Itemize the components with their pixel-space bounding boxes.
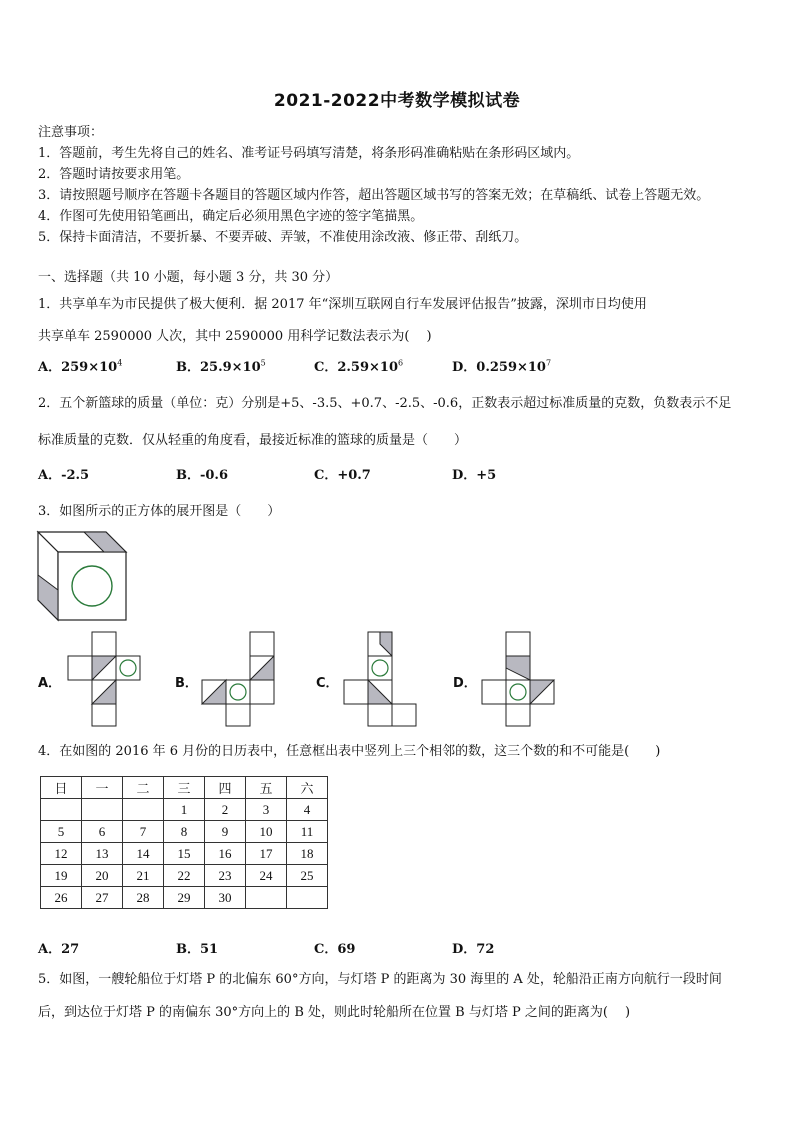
- calendar-week-row: [41, 887, 328, 909]
- calendar-day-cell: 15: [164, 843, 205, 865]
- calendar-weekday: 四: [205, 777, 246, 799]
- calendar-day-cell: 9: [205, 821, 246, 843]
- calendar-day-cell: 2: [205, 799, 246, 821]
- q3-stem: 3．如图所示的正方体的展开图是（ ）: [38, 504, 281, 519]
- note-item: 4．作图可先使用铅笔画出，确定后必须用黑色字迹的签字笔描黑。: [38, 209, 424, 224]
- q1-option-c: C．$2.59\times 10^6$: [314, 358, 404, 375]
- note-item: 1．答题前，考生先将自己的姓名、准考证号码填写清楚，将条形码准确粘贴在条形码区域内。: [38, 146, 580, 161]
- q2-stem-line1: 2．五个新篮球的质量（单位：克）分别是+5、-3.5、+0.7、-2.5、-0.6，正数表示超过标准质量的克数，负数表示不足: [38, 396, 732, 411]
- q3-option-a-label: A．: [38, 676, 62, 691]
- calendar-day-cell: 17: [246, 843, 287, 865]
- calendar-day-cell: 13: [82, 843, 123, 865]
- calendar-day-cell: 4: [287, 799, 328, 821]
- calendar-day-cell: 22: [164, 865, 205, 887]
- q5-stem-line1: 5．如图，一艘轮船位于灯塔 P 的北偏东 60°方向，与灯塔 P 的距离为 30 海里的 A 处，轮船沿正南方向航行一段时间: [38, 972, 722, 987]
- exam-title: 2021-2022中考数学模拟试卷: [273, 91, 521, 111]
- calendar-week-row: [41, 865, 328, 887]
- cube-net-d: [480, 630, 560, 728]
- q4-options: [38, 938, 758, 956]
- q4-option-a: A．27: [38, 942, 80, 957]
- section-heading: 一、选择题（共 10 小题，每小题 3 分，共 30 分）: [38, 270, 339, 285]
- calendar-day-cell: 23: [205, 865, 246, 887]
- q3-option-c-label: C．: [316, 676, 339, 691]
- calendar-day-cell: 11: [287, 821, 328, 843]
- calendar-day-cell: 19: [41, 865, 82, 887]
- note-item: 3．请按照题号顺序在答题卡各题目的答题区域内作答，超出答题区域书写的答案无效；在草稿纸、试卷上答题无效。: [38, 188, 710, 203]
- calendar-weekday: 一: [82, 777, 123, 799]
- q5-stem-line2: 后，到达位于灯塔 P 的南偏东 30°方向上的 B 处，则此时轮船所在位置 B 与灯塔 P 之间的距离为( ): [38, 1005, 631, 1020]
- q4-option-b: B．51: [176, 942, 219, 957]
- calendar-weekday: 六: [287, 777, 328, 799]
- calendar-weekday: 三: [164, 777, 205, 799]
- calendar-day-cell: 27: [82, 887, 123, 909]
- cube-figure: [36, 530, 128, 622]
- q1-option-d: D．$0.259\times 10^7$: [452, 358, 552, 375]
- calendar-day-cell: 1: [164, 799, 205, 821]
- calendar-day-cell: 14: [123, 843, 164, 865]
- q4-option-d: D．72: [452, 942, 495, 957]
- calendar-day-cell: 29: [164, 887, 205, 909]
- calendar-table: [40, 776, 328, 909]
- q4-stem: 4．在如图的 2016 年 6 月份的日历表中，任意框出表中竖列上三个相邻的数，这三个数的和不可能是( ): [38, 744, 661, 759]
- q2-options: [38, 464, 758, 482]
- calendar-day-cell: [82, 799, 123, 821]
- calendar-day-cell: 28: [123, 887, 164, 909]
- calendar-day-cell: 10: [246, 821, 287, 843]
- q2-stem-line2: 标准质量的克数．仅从轻重的角度看，最接近标准的篮球的质量是（ ）: [38, 433, 468, 448]
- notes-heading: 注意事项：: [38, 125, 104, 140]
- calendar-day-cell: [246, 887, 287, 909]
- q1-stem-line2: 共享单车 2590000 人次，其中 2590000 用科学记数法表示为( ): [38, 329, 432, 344]
- q2-option-d: D．+5: [452, 468, 497, 483]
- calendar-day-cell: [287, 887, 328, 909]
- q2-option-a: A．-2.5: [38, 468, 90, 483]
- calendar-day-cell: 7: [123, 821, 164, 843]
- calendar-day-cell: 5: [41, 821, 82, 843]
- q2-option-b: B．-0.6: [176, 468, 229, 483]
- q1-option-a: A．$259\times 10^4$: [38, 358, 123, 375]
- calendar-week-row: [41, 843, 328, 865]
- cube-net-a: [66, 630, 146, 728]
- calendar-day-cell: [41, 799, 82, 821]
- calendar-week-row: [41, 821, 328, 843]
- cube-net-b: [200, 630, 280, 728]
- q3-option-d-label: D．: [453, 676, 477, 691]
- calendar-day-cell: 30: [205, 887, 246, 909]
- q1-stem-line1: 1．共享单车为市民提供了极大便利．据 2017 年“深圳互联网自行车发展评估报告”披露，深圳市日均使用: [38, 297, 647, 312]
- calendar-day-cell: 24: [246, 865, 287, 887]
- calendar-week-row: [41, 799, 328, 821]
- note-item: 2．答题时请按要求用笔。: [38, 167, 190, 182]
- q1-option-b: B．$25.9\times 10^5$: [176, 358, 266, 375]
- calendar-weekday: 二: [123, 777, 164, 799]
- calendar-weekday: 五: [246, 777, 287, 799]
- calendar-day-cell: [123, 799, 164, 821]
- calendar-day-cell: 26: [41, 887, 82, 909]
- calendar-day-cell: 6: [82, 821, 123, 843]
- calendar-day-cell: 8: [164, 821, 205, 843]
- note-item: 5．保持卡面清洁，不要折暴、不要弄破、弄皱，不准使用涂改液、修正带、刮纸刀。: [38, 230, 528, 245]
- calendar-day-cell: 25: [287, 865, 328, 887]
- calendar-header-row: [41, 777, 328, 799]
- calendar-day-cell: 3: [246, 799, 287, 821]
- calendar-day-cell: 20: [82, 865, 123, 887]
- calendar-day-cell: 16: [205, 843, 246, 865]
- calendar-day-cell: 21: [123, 865, 164, 887]
- q1-options: [38, 356, 758, 374]
- calendar-day-cell: 18: [287, 843, 328, 865]
- calendar-weekday: 日: [41, 777, 82, 799]
- cube-net-c: [342, 630, 422, 728]
- q3-option-b-label: B．: [175, 676, 198, 691]
- calendar-day-cell: 12: [41, 843, 82, 865]
- q2-option-c: C．+0.7: [314, 468, 371, 483]
- q4-option-c: C．69: [314, 942, 356, 957]
